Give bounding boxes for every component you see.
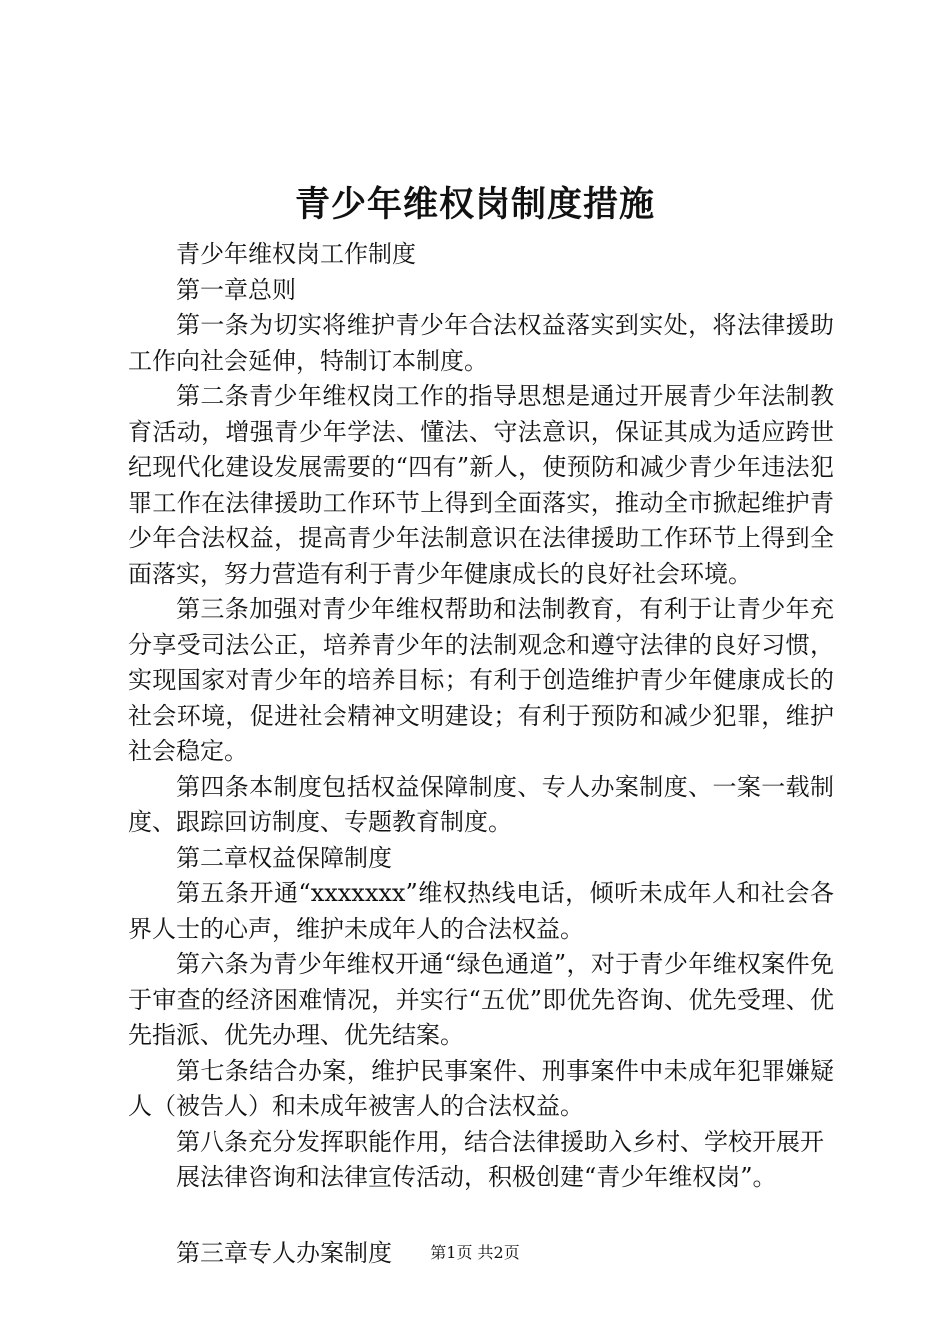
- article-4: 第四条本制度包括权益保障制度、专人办案制度、一案一载制度、跟踪回访制度、专题教育制度。: [128, 772, 834, 836]
- article-6: 第六条为青少年维权开通“绿色通道”，对于青少年维权案件免于审查的经济困难情况，并实行“五优”即优先咨询、优先受理、优先指派、优先办理、优先结案。: [128, 950, 834, 1049]
- article-5: 第五条开通“xxxxxxx”维权热线电话，倾听未成年人和社会各界人士的心声，维护未成年人的合法权益。: [128, 879, 834, 943]
- chapter-3-heading: 第三章专人办案制度: [176, 1238, 392, 1267]
- article-7: 第七条结合办案，维护民事案件、刑事案件中未成年犯罪嫌疑人（被告人）和未成年被害人的合法权益。: [128, 1056, 834, 1120]
- paragraph-gap: [128, 1196, 834, 1236]
- page-footer: 第1页 共2页: [430, 1243, 520, 1262]
- article-1: 第一条为切实将维护青少年合法权益落实到实处，将法律援助工作向社会延伸，特制订本制度。: [128, 311, 834, 375]
- chapter-1-heading: 第一章总则: [176, 275, 296, 304]
- article-2: 第二条青少年维权岗工作的指导思想是通过开展青少年法制教育活动，增强青少年学法、懂法、守法意识，保证其成为适应跨世纪现代化建设发展需要的“四有”新人，使预防和减少青少年违法犯罪工作在法律援助工作环节上得到全面落实，推动全市掀起维护青少年合法权益，提高青少年法制意识在法律援助工作环节上得到全面落实，努力营造有利于青少年健康成长的良好社会环境。: [128, 382, 834, 588]
- article-8-continued: 展法律咨询和法律宣传活动，积极创建“青少年维权岗”。: [176, 1163, 777, 1191]
- document-title: 青少年维权岗制度措施: [294, 185, 655, 225]
- document-body: [128, 237, 834, 1271]
- paragraph-work-system: 青少年维权岗工作制度: [176, 240, 416, 268]
- article-3: 第三条加强对青少年维权帮助和法制教育，有利于让青少年充分享受司法公正，培养青少年的法制观念和遵守法律的良好习惯，实现国家对青少年的培养目标；有利于创造维护青少年健康成长的社会环境，促进社会精神文明建设；有利于预防和减少犯罪，维护社会稳定。: [128, 595, 834, 765]
- chapter-2-heading: 第二章权益保障制度: [176, 843, 392, 872]
- article-8: 第八条充分发挥职能作用，结合法律援助入乡村、学校开展开: [176, 1127, 824, 1156]
